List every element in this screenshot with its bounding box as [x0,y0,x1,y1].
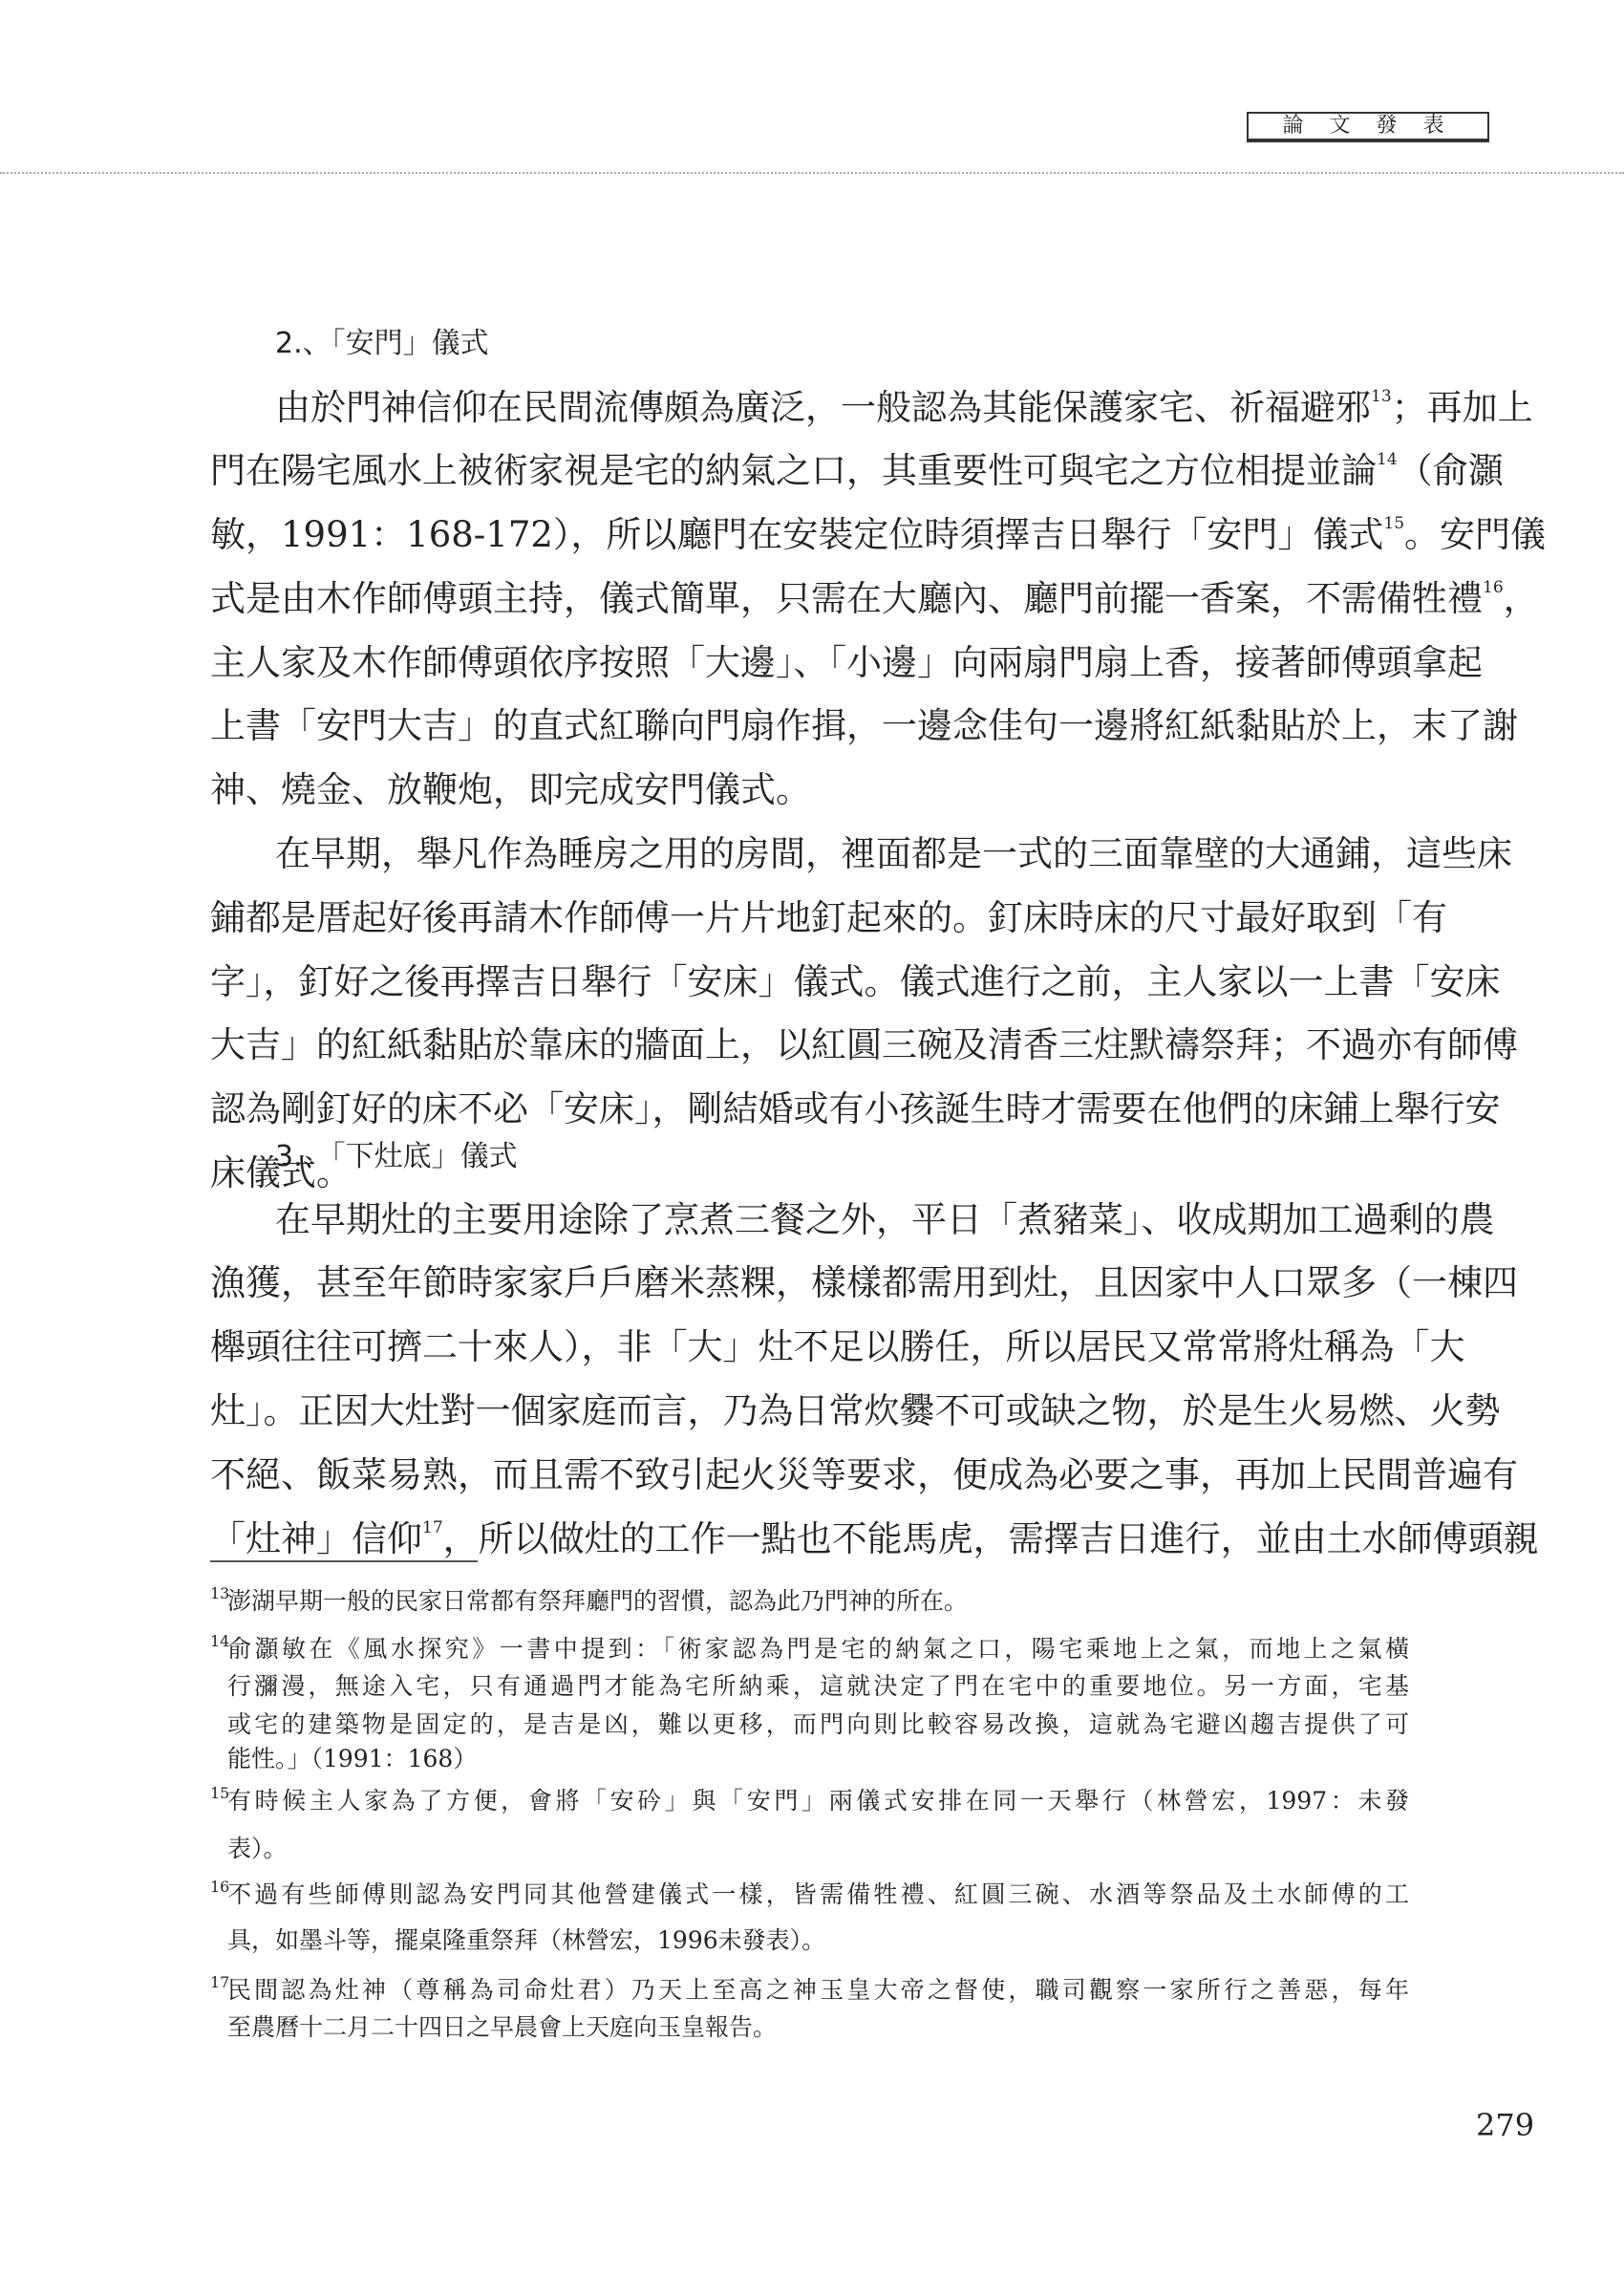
footnote-text: 有時候主人家為了方便，會將「安砛」與「安門」兩儀式安排在同一天舉行（林營宏，1997：未發 [227,1787,1409,1815]
footnote-13 [210,1584,1409,1617]
footnote-16 [210,1878,1409,1910]
footnote-ref-13[interactable]: 13 [1371,387,1392,406]
text: 。安門儀 [1404,514,1547,555]
footnote-text: 不過有些師傅則認為安門同其他營建儀式一樣，皆需備牲禮、紅圓三碗、水酒等祭品及土水師傅的工 [227,1880,1409,1908]
footnote-number: 16 [210,1878,230,1896]
footnote-14 [210,1632,1409,1665]
section-heading-2: 2.、「安門」儀式 [275,327,489,360]
body-line: 主人家及木作師傅頭依序按照「大邊」、「小邊」向兩扇門扇上香，接著師傅頭拿起 [210,642,1483,683]
text: 門在陽宅風水上被術家視是宅的納氣之口，其重要性可與宅之方位相提並論 [210,450,1377,491]
footnote-text: 澎湖早期一般的民家日常都有祭拜廳門的習慣，認為此乃門神的所在。 [227,1587,969,1615]
body-line [210,387,1533,429]
text: ，所以做灶的工作一點也不能馬虎，需擇吉日進行，並由土水師傅頭親 [442,1518,1539,1559]
footnote-text: 俞灝敏在《風水探究》一書中提到：「術家認為門是宅的納氣之口，陽宅乘地上之氣，而地上之氣橫 [227,1635,1409,1663]
section-label: 論 文 發 表 [1247,112,1489,142]
body-line: 櫸頭往往可擠二十來人），非「大」灶不足以勝任，所以居民又常常將灶稱為「大 [210,1326,1465,1367]
footnote-15 [210,1784,1409,1816]
footnote-line: 或宅的建築物是固定的，是吉是凶，難以更移，而門向則比較容易改換，這就為宅避凶趨吉提供了可 [227,1710,1409,1738]
body-line: 灶」。正因大灶對一個家庭而言，乃為日常炊爨不可或缺之物，於是生火易燃、火勢 [210,1390,1501,1431]
footnote-line: 至農曆十二月二十四日之早晨會上天庭向玉皇報告。 [227,2013,778,2041]
section-heading-3: 3.、「下灶底」儀式 [275,1140,518,1173]
text: 敏，1991：168-172），所以廳門在安裝定位時須擇吉日舉行「安門」儀式 [210,514,1384,555]
body-line: 床儀式。 [210,1152,352,1193]
text: 式是由木作師傅頭主持，儀式簡單，只需在大廳內、廳門前擺一香案，不需備牲禮 [210,578,1483,619]
body-line: 在早期，舉凡作為睡房之用的房間，裡面都是一式的三面靠壁的大通鋪，這些床 [275,833,1512,874]
footnote-ref-15[interactable]: 15 [1383,514,1405,533]
text: ；再加上 [1391,387,1533,428]
body-line: 鋪都是厝起好後再請木作師傅一片片地釘起來的。釘床時床的尺寸最好取到「有 [210,897,1447,938]
text: ， [1503,578,1539,619]
footnote-ref-17[interactable]: 17 [422,1518,443,1537]
body-line [210,514,1547,556]
footnote-line: 能性。」（1991：168） [227,1745,478,1772]
footnote-number: 17 [210,1973,230,1991]
footnote-line: 行瀰漫，無途入宅，只有通過門才能為宅所納乘，這就決定了門在宅中的重要地位。另一方面，宅基 [227,1672,1409,1700]
page-number: 279 [1476,2107,1535,2143]
body-line [210,1518,1539,1560]
body-line: 漁獲，甚至年節時家家戶戶磨米蒸粿，樣樣都需用到灶，且因家中人口眾多（一棟四 [210,1262,1518,1303]
body-line: 在早期灶的主要用途除了烹煮三餐之外，平日「煮豬菜」、收成期加工過剩的農 [275,1199,1495,1240]
footnote-line: 具，如墨斗等，擺桌隆重祭拜（林營宏，1996未發表）。 [227,1926,826,1954]
header-divider [0,172,1624,174]
text: 由於門神信仰在民間流傳頗為廣泛，一般認為其能保護家宅、祈福避邪 [275,387,1371,428]
body-line: 上書「安門大吉」的直式紅聯向門扇作揖，一邊念佳句一邊將紅紙黏貼於上，末了謝 [210,705,1518,746]
text: （俞灝 [1397,450,1504,491]
footnote-17 [210,1973,1409,2006]
footnote-ref-14[interactable]: 14 [1377,450,1398,469]
body-line: 認為剛釘好的床不必「安床」，剛結婚或有小孩誕生時才需要在他們的床鋪上舉行安 [210,1088,1501,1129]
footnote-line: 表）。 [227,1835,288,1862]
body-line: 神、燒金、放鞭炮，即完成安門儀式。 [210,769,811,810]
footnote-text: 民間認為灶神（尊稱為司命灶君）乃天上至高之神玉皇大帝之督使，職司觀察一家所行之善惡，每年 [227,1976,1409,2004]
body-line [210,578,1539,620]
body-line: 字」，釘好之後再擇吉日舉行「安床」儀式。儀式進行之前，主人家以一上書「安床 [210,961,1501,1002]
footnote-number: 13 [210,1584,230,1602]
text: 「灶神」信仰 [210,1518,422,1559]
footnote-ref-16[interactable]: 16 [1483,578,1504,597]
footnote-divider [210,1560,478,1562]
footnote-number: 15 [210,1784,230,1802]
body-line: 不絕、飯菜易熟，而且需不致引起火災等要求，便成為必要之事，再加上民間普遍有 [210,1454,1518,1495]
body-line: 大吉」的紅紙黏貼於靠床的牆面上，以紅圓三碗及清香三炷默禱祭拜；不過亦有師傅 [210,1024,1518,1065]
body-line [210,450,1504,492]
footnote-number: 14 [210,1632,230,1650]
